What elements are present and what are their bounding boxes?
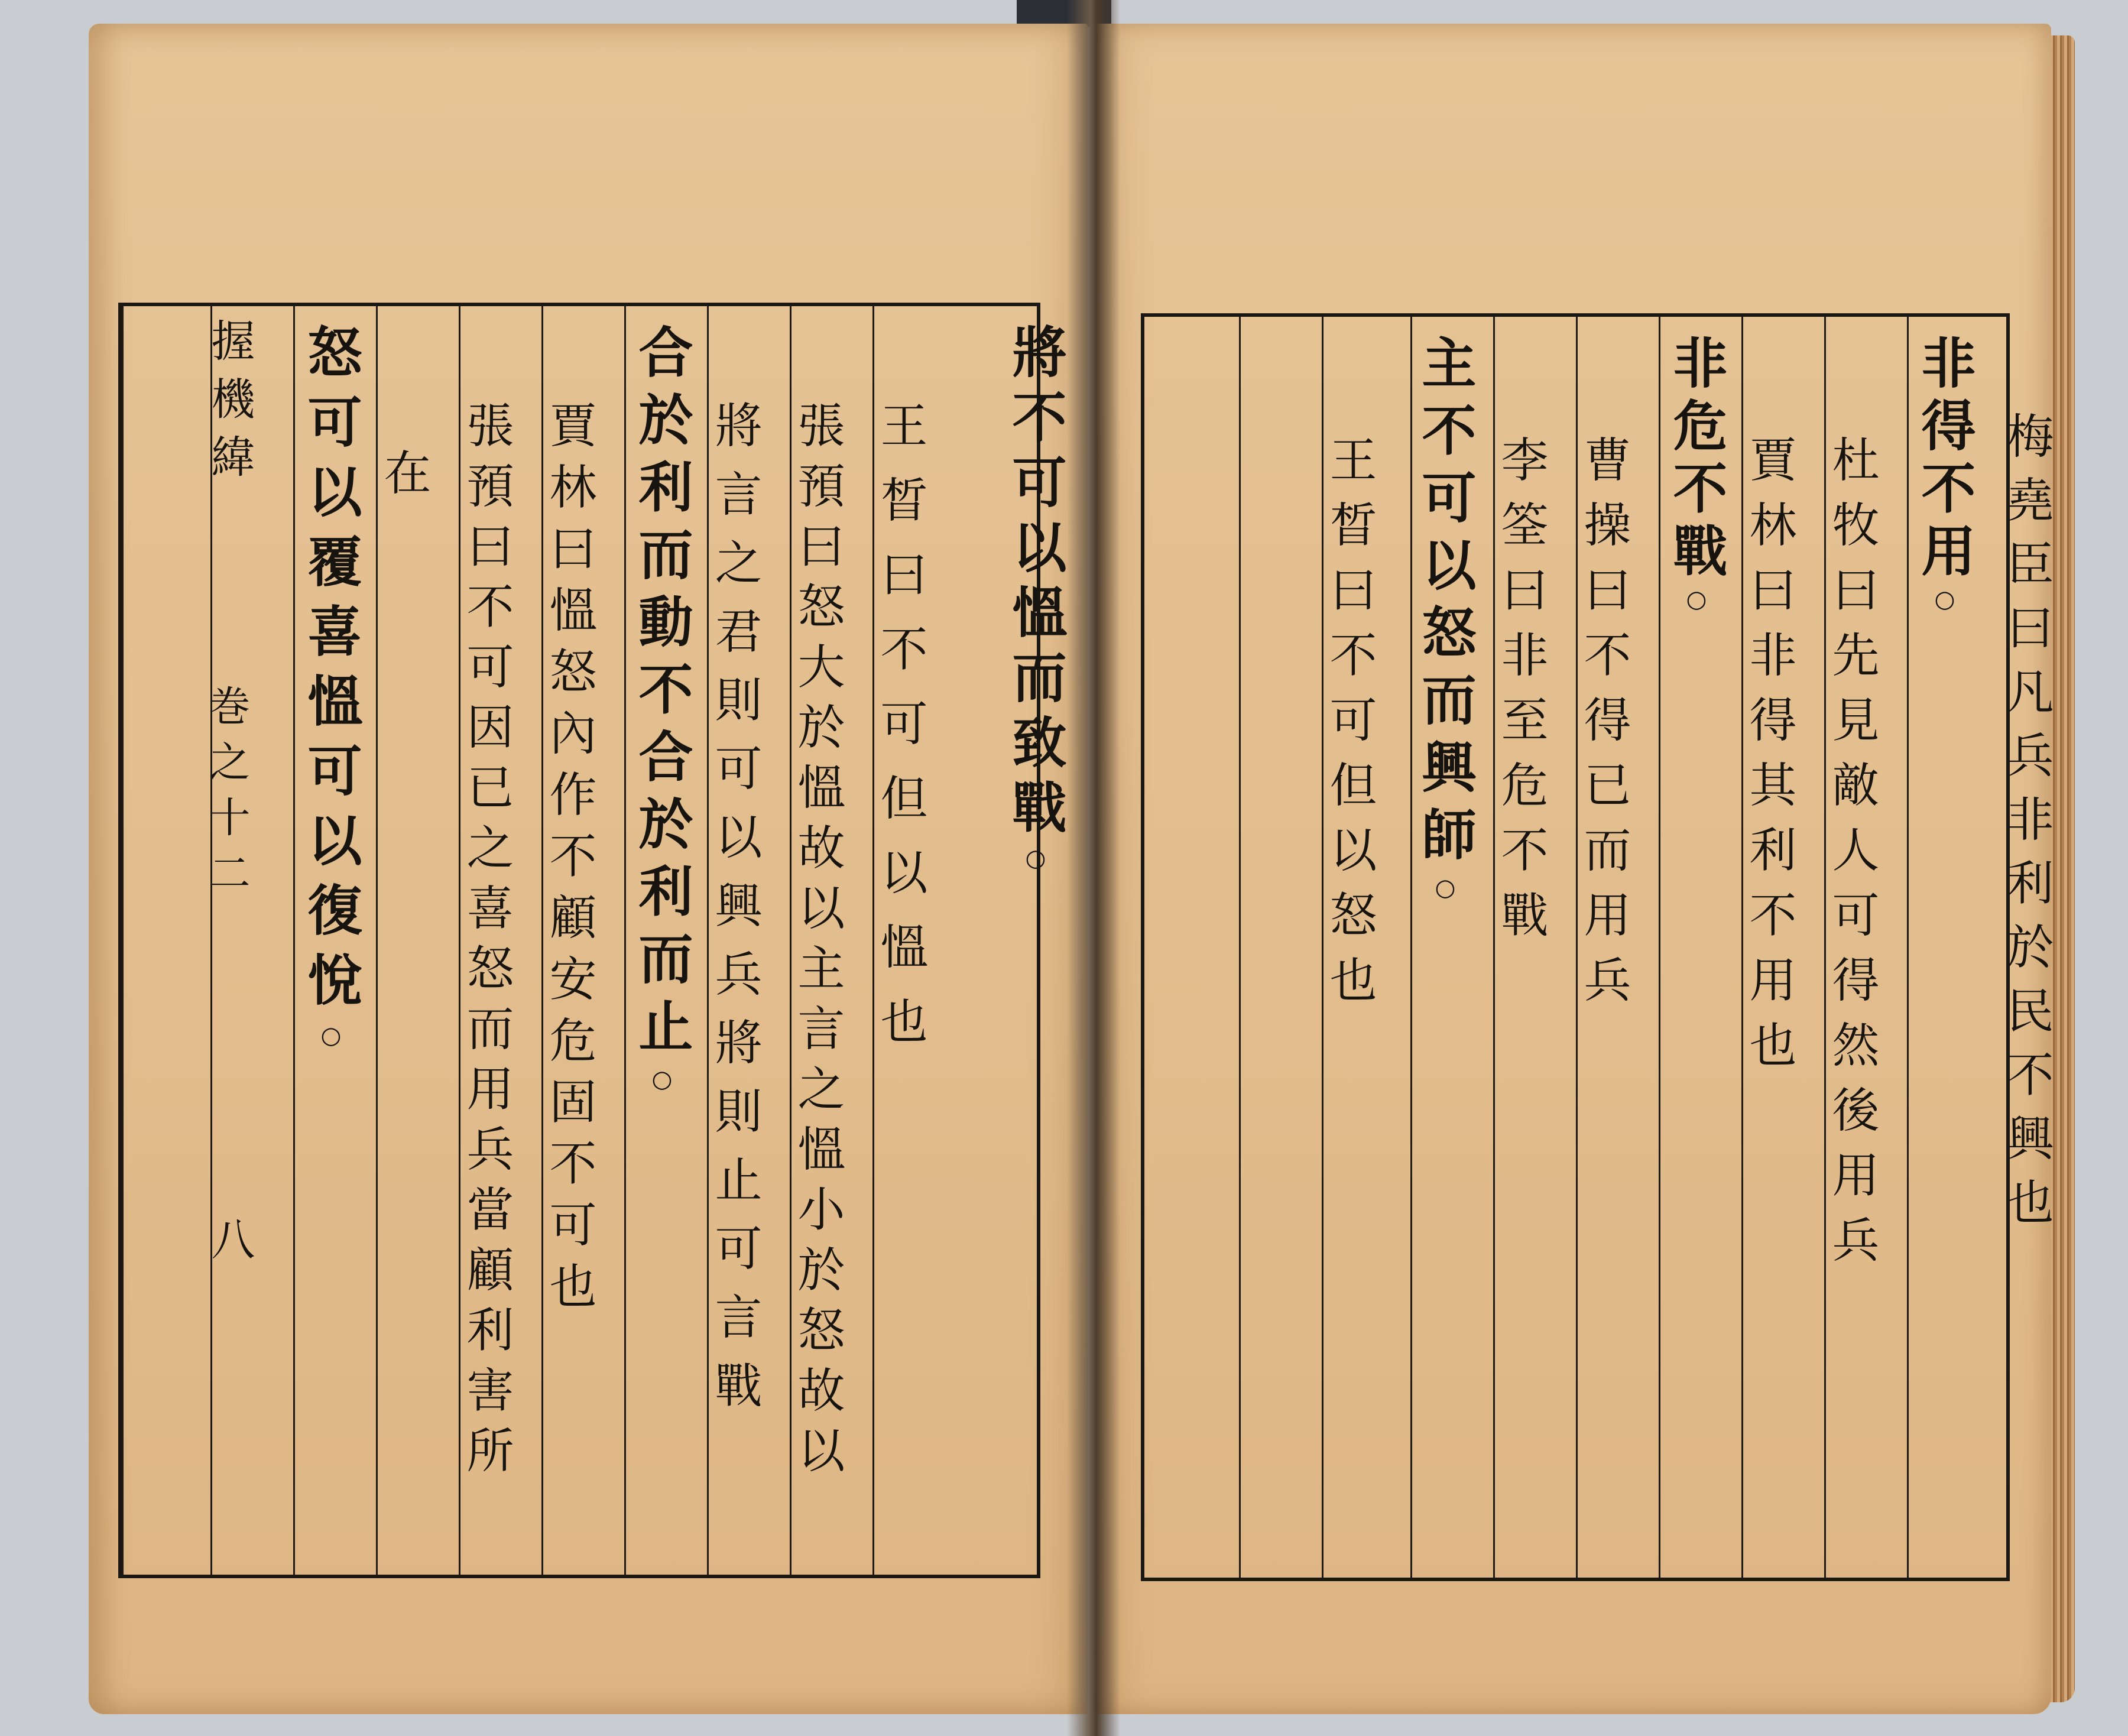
commentary-text: 王晳曰不可但以怒也 [1322,435,1377,1020]
margin-column [122,306,255,1575]
commentary-text: 李筌曰非至危不戰 [1493,435,1548,955]
commentary-text: 賈林曰非得其利不用也 [1741,435,1796,1085]
column-r10-empty [1144,317,1239,1578]
main-text: 非危不戰○ [1664,335,1728,621]
commentary-text: 賈林曰慍怒內作不顧安危固不可也 [541,401,596,1323]
book-gutter [1067,0,1120,1736]
column-l9 [210,306,363,1575]
page-number: 八 [204,1216,255,1274]
commentary-text: 張預曰不可因已之喜怒而用兵當顧利害所 [459,401,514,1486]
main-text: 將不可以慍而致戰○ [1003,324,1068,882]
commentary-text: 王晳曰不可但以慍也 [872,401,927,1071]
commentary-text: 梅堯臣曰凡兵非利於民不興也 [1999,411,2054,1241]
commentary-text: 將言之君則可以興兵將則止可言戰 [707,401,762,1429]
main-text: 主不可以怒而興師○ [1413,335,1477,914]
book-title: 握機緯 [204,318,255,492]
column-r9 [1239,317,1377,1578]
main-text: 非得不用○ [1912,335,1977,621]
main-text: 合於利而動不合於利而止○ [630,324,694,1106]
volume-label: 巻之十二 [202,684,251,907]
left-text-frame [118,303,1068,1578]
main-text: 怒可以覆喜慍可以復悅○ [299,324,363,1065]
commentary-text: 張預曰怒大於慍故以主言之慍小於怒故以 [790,401,845,1486]
commentary-text: 曹操曰不得已而用兵 [1576,435,1631,1020]
right-text-frame [1141,313,2054,1581]
commentary-text: 杜牧曰先見敵人可得然後用兵 [1824,435,1879,1280]
commentary-text: 在 [376,448,431,523]
